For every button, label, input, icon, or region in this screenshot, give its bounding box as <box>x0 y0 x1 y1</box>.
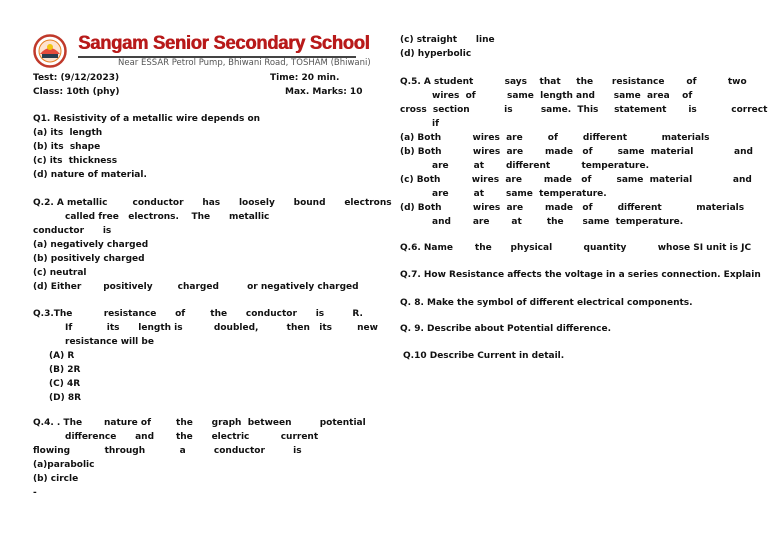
question-4-continued <box>400 33 495 61</box>
q2-option-c: (c) neutral <box>33 268 87 278</box>
question-8: Q. 8. Make the symbol of different electrical components. <box>400 298 693 308</box>
question-7: Q.7. How Resistance affects the voltage in a series connection. Explain <box>400 270 761 280</box>
question-5 <box>400 75 767 229</box>
q1-option-c: (c) its thickness <box>33 156 118 166</box>
q4-line-3: flowing through a conductor is <box>33 446 302 456</box>
q5-option-c-cont: are at same temperature. <box>432 189 607 199</box>
q4-line-2: difference and the electric current <box>65 432 319 442</box>
q5-option-d: (d) Both wires are made of different materials <box>400 203 745 213</box>
q3-option-c: (C) 4R <box>49 379 81 389</box>
q4-option-d: (d) hyperbolic <box>400 49 472 59</box>
q2-option-b: (b) positively charged <box>33 254 145 264</box>
q2-line-3: conductor is <box>33 226 112 236</box>
question-10: Q.10 Describe Current in detail. <box>403 351 565 361</box>
q3-line-2: If its length is doubled, then its new <box>65 323 378 333</box>
class-label: Class: 10th (phy) <box>33 87 120 97</box>
test-date: Test: (9/12/2023) <box>33 73 120 83</box>
q1-option-d: (d) nature of material. <box>33 170 147 180</box>
q5-option-b-cont: are at different temperature. <box>432 161 650 171</box>
q5-option-b: (b) Both wires are made of same material and <box>400 147 753 157</box>
q3-option-d: (D) 8R <box>49 393 82 403</box>
q3-option-a: (A) R <box>49 351 75 361</box>
school-logo-icon <box>33 34 67 68</box>
q4-option-b: (b) circle <box>33 474 79 484</box>
q1-option-b: (b) its shape <box>33 142 101 152</box>
question-2 <box>33 196 392 294</box>
q5-line-1: Q.5. A student says that the resistance of two <box>400 77 747 87</box>
q5-option-a: (a) Both wires are of different materials <box>400 133 710 143</box>
max-marks: Max. Marks: 10 <box>285 87 363 97</box>
q2-option-a: (a) negatively charged <box>33 240 149 250</box>
q4-line-1: Q.4. . The nature of the graph between potential <box>33 418 366 428</box>
question-3 <box>33 307 378 405</box>
test-time: Time: 20 min. <box>270 73 340 83</box>
q3-line-3: resistance will be <box>65 337 154 347</box>
q4-option-c: (c) straight line <box>400 35 495 45</box>
question-6: Q.6. Name the physical quantity whose SI unit is JC <box>400 243 752 253</box>
q2-option-d: (d) Either positively charged or negatively charged <box>33 282 359 292</box>
q5-line-4: if <box>432 119 440 129</box>
q5-line-3: cross section is same. This statement is correct <box>400 105 768 115</box>
q2-line-1: Q.2. A metallic conductor has loosely bound electrons <box>33 198 392 208</box>
q1-option-a: (a) its length <box>33 128 103 138</box>
question-4 <box>33 416 366 500</box>
school-name: Sangam Senior Secondary School <box>78 33 370 54</box>
q5-line-2: wires of same length and same area of <box>432 91 693 101</box>
q1-text: Q1. Resistivity of a metallic wire depends on <box>33 114 261 124</box>
question-1 <box>33 112 260 182</box>
q2-line-2: called free electrons. The metallic <box>65 212 270 222</box>
q3-line-1: Q.3.The resistance of the conductor is R. <box>33 309 363 319</box>
q5-option-c: (c) Both wires are made of same material and <box>400 175 752 185</box>
school-address: Near ESSAR Petrol Pump, Bhiwani Road, TOSHAM (Bhiwani) <box>118 58 371 68</box>
q5-option-d-cont: and are at the same temperature. <box>432 217 684 227</box>
q3-option-b: (B) 2R <box>49 365 81 375</box>
question-9: Q. 9. Describe about Potential difference. <box>400 324 612 334</box>
q4-dash: - <box>33 488 37 498</box>
q4-option-a: (a)parabolic <box>33 460 95 470</box>
